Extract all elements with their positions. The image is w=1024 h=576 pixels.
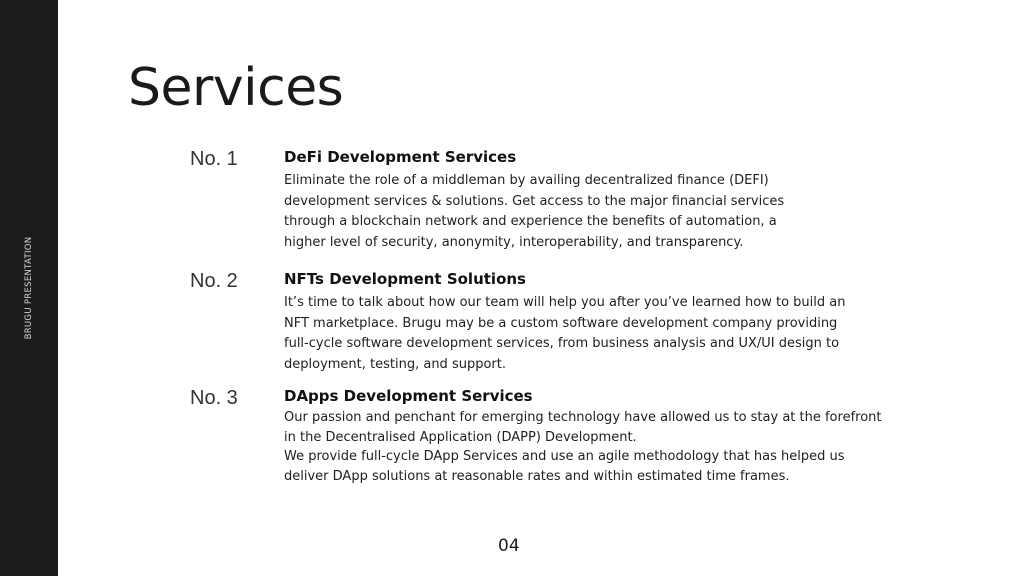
service-heading: DeFi Development Services — [284, 148, 517, 166]
service-body — [284, 148, 844, 253]
service-heading: NFTs Development Solutions — [284, 270, 526, 288]
service-heading: DApps Development Services — [284, 387, 533, 405]
service-description: Our passion and penchant for emerging technology have allowed us to stay at the forefront in the Decentralised Application (DAPP) Development. We provide full-cycle DApp Services and use an agile methodology that has helped us deliver DApp solutions at reasonable rates and within estimated time frames. — [284, 410, 882, 484]
service-description: Eliminate the role of a middleman by availing decentralized finance (DEFI) development services & solutions. Get access to the major financial services through a blockchain network and experience the benefits of automation, a higher level of security, anonymity, interoperability, and transparency. — [284, 173, 785, 250]
service-number: No. 3 — [190, 387, 238, 409]
service-body — [284, 387, 914, 486]
page-number: 04 — [498, 536, 520, 556]
service-number: No. 2 — [190, 270, 238, 292]
slide-title: Services — [128, 58, 344, 118]
service-body — [284, 270, 904, 375]
service-description: It’s time to talk about how our team will help you after you’ve learned how to build an NFT marketplace. Brugu may be a custom software development company providing full-cycle software development services, from business analysis and UX/UI design to deployment, testing, and support. — [284, 295, 846, 372]
sidebar — [0, 0, 58, 576]
service-number: No. 1 — [190, 148, 238, 170]
sidebar-label: BRUGU PRESENTATION — [24, 236, 34, 340]
